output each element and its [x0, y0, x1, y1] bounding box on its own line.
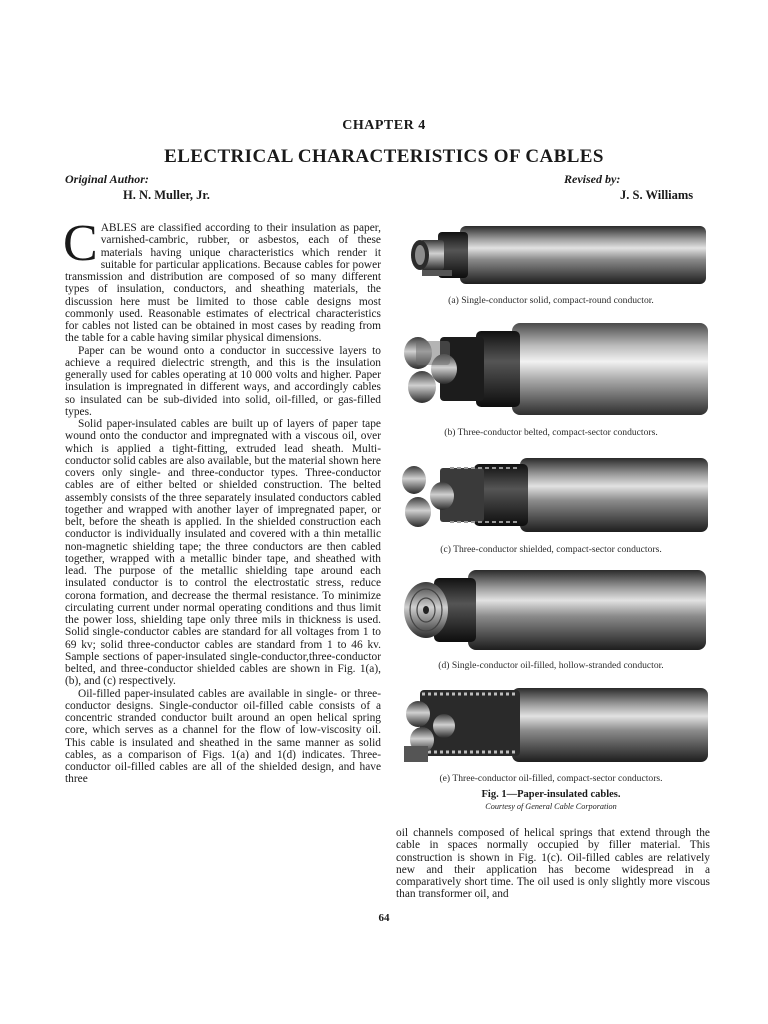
- paragraph-solid: Solid paper-insulated cables are built up of layers of paper tape wound onto the conductor and impregnated with a viscous oil, over which is applied a tight-fitting, extruded lead sheath. Multi-conductor solid cables are also available, but the material shown here covers only single- and three-conductor types. Three-conductor cables are of either belted or shielded construction. The belted assembly consists of the three separately insulated conductors cabled together and wrapped with another layer of impregnated paper, or belt, before the sheath is applied. In the shielded construction each conductor is individually insulated and covered with a thin metallic non-magnetic shielding tape; the three conductors are then cabled together, wrapped with a metallic binder tape, and sheathed with lead. The purpose of the metallic shielding tape around each insulated conductor is to control the electrostatic stress, reduce corona formation, and decrease the thermal resistance. To minimize circulating current under normal operating conditions and thus limit the power loss, shielding tape only three mils in thickness is used. Solid single-conductor cables are standard for all voltages from 1 to 69 kv; solid three-conductor cables are standard from 1 to 46 kv. Sample sections of paper-insulated single-conductor,three-conductor belted, and three-conductor shielded cables are shown in Fig. 1(a), (b), and (c) respectively.: [65, 418, 381, 688]
- caption-e: (e) Three-conductor oil-filled, compact-sector conductors.: [439, 773, 663, 784]
- cable-image-a: [400, 222, 710, 288]
- right-column: [396, 827, 710, 901]
- drop-cap: C: [63, 215, 98, 272]
- caption-d: (d) Single-conductor oil-filled, hollow-stranded conductor.: [438, 660, 664, 671]
- paragraph-intro: [63, 215, 381, 345]
- cable-image-b: [400, 317, 710, 421]
- revised-by-label: Revised by:: [564, 172, 621, 186]
- original-author-name: H. N. Muller, Jr.: [123, 188, 210, 202]
- paragraph-continuation: oil channels composed of helical springs that extend through the cable in spaces normally occupied by filler material. This construction is shown in Fig. 1(c). Oil-filled cables are relatively new and their application has become widespread in a comparatively short time. The oil used is only slightly more viscous than transformer oil, and: [396, 827, 710, 901]
- chapter-label: CHAPTER 4: [342, 118, 426, 133]
- left-column: [63, 215, 381, 786]
- paragraph-oil-filled: Oil-filled paper-insulated cables are available in single- or three-conductor designs. Single-conductor oil-filled cable consists of a concentric stranded conductor built around an open helical spring core, which serves as a channel for the flow of low-viscosity oil. This cable is insulated and sheathed in the same manner as solid cables, as a comparison of Figs. 1(a) and 1(d) indicates. Three-conductor oil-filled cables are all of the shielded design, and have three: [65, 687, 381, 786]
- paragraph-paper: Paper can be wound onto a conductor in successive layers to achieve a required dielectric strength, and this is the insulation generally used for cables operating at 10 000 volts and higher. Paper insulation is impregnated in different ways, and accordingly cables so insulated can be sub-divided into solid, oil-filled, or gas-filled types.: [65, 344, 381, 418]
- chapter-title: ELECTRICAL CHARACTERISTICS OF CABLES: [164, 146, 604, 167]
- caption-a: (a) Single-conductor solid, compact-round conductor.: [448, 295, 654, 306]
- page-number: 64: [378, 912, 390, 924]
- caption-b: (b) Three-conductor belted, compact-sector conductors.: [444, 427, 658, 438]
- cable-image-c: [400, 452, 710, 538]
- revised-by-name: J. S. Williams: [620, 188, 694, 202]
- original-author-label: Original Author:: [65, 172, 149, 186]
- cable-image-e: [400, 682, 710, 766]
- figure-title: Fig. 1—Paper-insulated cables.: [481, 789, 621, 800]
- cable-image-d: [400, 566, 710, 654]
- caption-c: (c) Three-conductor shielded, compact-sector conductors.: [440, 544, 662, 555]
- paragraph-intro-text: ABLES are classified according to their insulation as paper, varnished-cambric, rubber, or asbestos, each of these materials having unique characteristics which render it suitable for particular applications. Because cables for power transmission and distribution are composed of so many different types of insulation, conductors, and sheathing materials, the discussion here must be limited to those cable designs most commonly used. Reasonable estimates of electrical characteristics for cables not listed can be obtained in most cases by reading from the table for a cable having similar physical dimensions.: [65, 222, 381, 345]
- figure-credit: Courtesy of General Cable Corporation: [485, 802, 617, 811]
